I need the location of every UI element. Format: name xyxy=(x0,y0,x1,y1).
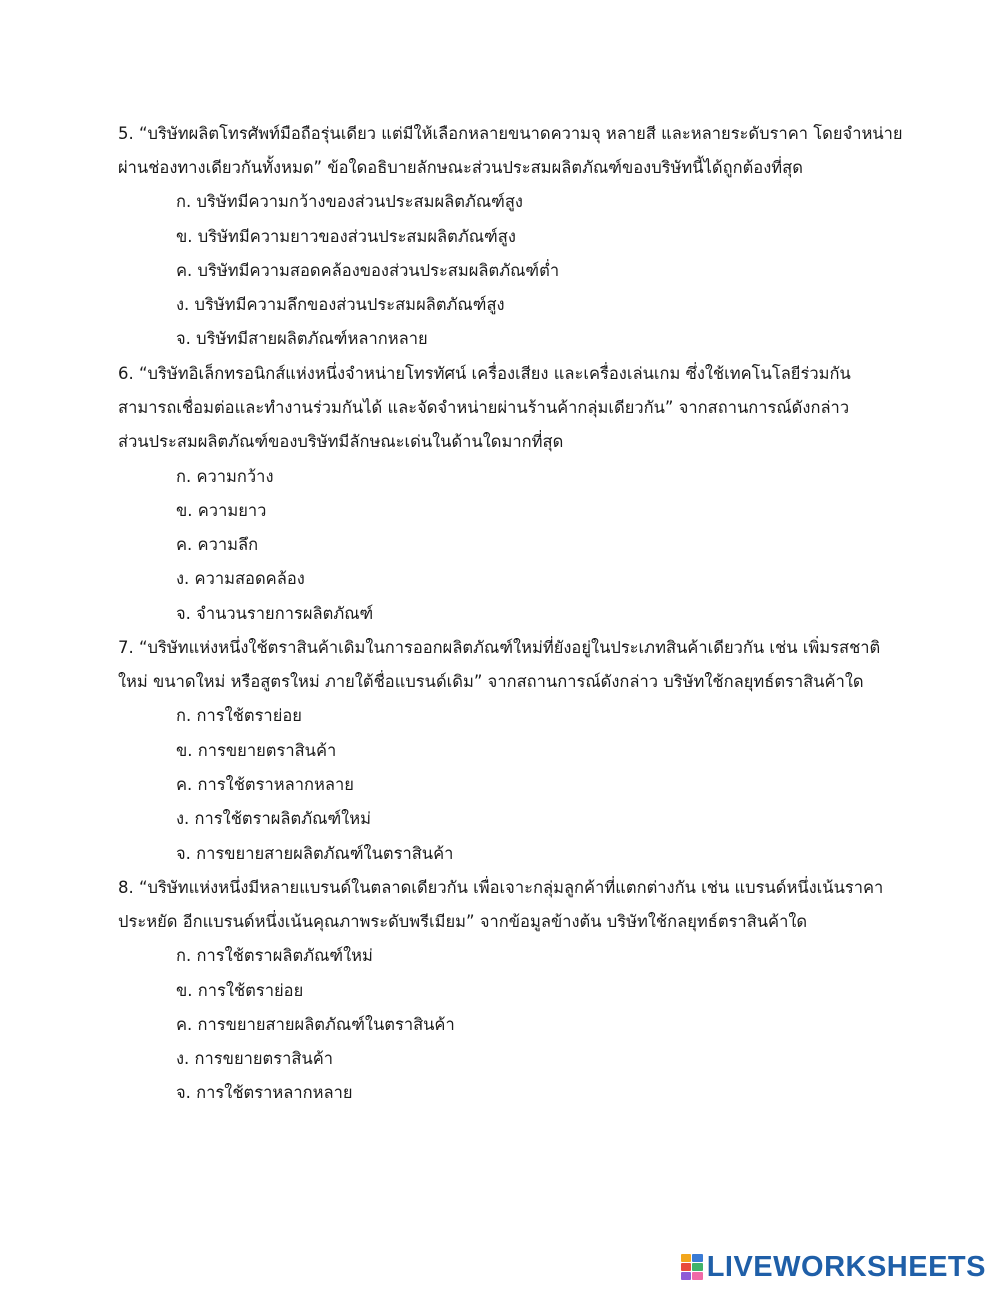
question-6-choice-c[interactable]: ค. ความลึก xyxy=(176,535,259,554)
question-6-line-3: ส่วนประสมผลิตภัณฑ์ของบริษัทมีลักษณะเด่นในด้านใดมากที่สุด xyxy=(118,432,564,451)
question-7-line-1: 7. “บริษัทแห่งหนึ่งใช้ตราสินค้าเดิมในการออกผลิตภัณฑ์ใหม่ที่ยังอยู่ในประเภทสินค้าเดียวกัน เช่น เพิ่มรสชาติ xyxy=(118,638,881,657)
question-8-choice-e[interactable]: จ. การใช้ตราหลากหลาย xyxy=(176,1083,353,1102)
question-8-line-2: ประหยัด อีกแบรนด์หนึ่งเน้นคุณภาพระดับพรีเมียม” จากข้อมูลข้างต้น บริษัทใช้กลยุทธ์ตราสินค้าใด xyxy=(118,912,808,931)
question-6-choice-e[interactable]: จ. จำนวนรายการผลิตภัณฑ์ xyxy=(176,604,374,623)
question-8-line-1: 8. “บริษัทแห่งหนึ่งมีหลายแบรนด์ในตลาดเดียวกัน เพื่อเจาะกลุ่มลูกค้าที่แตกต่างกัน เช่น แบรนด์หนึ่งเน้นราคา xyxy=(118,878,884,897)
brand-name: LIVEWORKSHEETS xyxy=(706,1251,986,1283)
question-7-choice-e[interactable]: จ. การขยายสายผลิตภัณฑ์ในตราสินค้า xyxy=(176,844,454,863)
question-5-choice-a[interactable]: ก. บริษัทมีความกว้างของส่วนประสมผลิตภัณฑ์สูง xyxy=(176,192,523,211)
question-5-choice-d[interactable]: ง. บริษัทมีความลึกของส่วนประสมผลิตภัณฑ์สูง xyxy=(176,295,505,314)
question-5-line-1: 5. “บริษัทผลิตโทรศัพท์มือถือรุ่นเดียว แต่มีให้เลือกหลายขนาดความจุ หลายสี และหลายระดับราคา โดยจำหน่าย xyxy=(118,124,903,143)
liveworksheets-mark-icon xyxy=(681,1254,703,1280)
question-5-choice-b[interactable]: ข. บริษัทมีความยาวของส่วนประสมผลิตภัณฑ์สูง xyxy=(176,227,516,246)
question-6-choice-b[interactable]: ข. ความยาว xyxy=(176,501,267,520)
mark-tile xyxy=(692,1254,703,1262)
question-6-line-1: 6. “บริษัทอิเล็กทรอนิกส์แห่งหนึ่งจำหน่ายโทรทัศน์ เครื่องเสียง และเครื่องเล่นเกม ซึ่งใช้เทคโนโลยีร่วมกัน xyxy=(118,364,851,383)
question-7-choice-d[interactable]: ง. การใช้ตราผลิตภัณฑ์ใหม่ xyxy=(176,809,371,828)
liveworksheets-logo xyxy=(681,1252,986,1282)
question-8-choice-d[interactable]: ง. การขยายตราสินค้า xyxy=(176,1049,334,1068)
question-7-choice-b[interactable]: ข. การขยายตราสินค้า xyxy=(176,741,337,760)
mark-tile xyxy=(692,1272,703,1280)
mark-tile xyxy=(681,1272,692,1280)
mark-tile xyxy=(681,1263,692,1271)
question-5-choice-c[interactable]: ค. บริษัทมีความสอดคล้องของส่วนประสมผลิตภัณฑ์ต่ำ xyxy=(176,261,560,280)
question-8-choice-a[interactable]: ก. การใช้ตราผลิตภัณฑ์ใหม่ xyxy=(176,946,373,965)
question-5-line-2: ผ่านช่องทางเดียวกันทั้งหมด” ข้อใดอธิบายลักษณะส่วนประสมผลิตภัณฑ์ของบริษัทนี้ได้ถูกต้องที่สุด xyxy=(118,158,803,177)
question-8-choice-b[interactable]: ข. การใช้ตราย่อย xyxy=(176,981,304,1000)
question-6-line-2: สามารถเชื่อมต่อและทำงานร่วมกันได้ และจัดจำหน่ายผ่านร้านค้ากลุ่มเดียวกัน” จากสถานการณ์ดังกล่าว xyxy=(118,398,850,417)
question-8-choice-c[interactable]: ค. การขยายสายผลิตภัณฑ์ในตราสินค้า xyxy=(176,1015,455,1034)
mark-tile xyxy=(692,1263,703,1271)
question-7-choice-c[interactable]: ค. การใช้ตราหลากหลาย xyxy=(176,775,354,794)
mark-tile xyxy=(681,1254,692,1262)
question-6-choice-a[interactable]: ก. ความกว้าง xyxy=(176,467,274,486)
question-7-line-2: ใหม่ ขนาดใหม่ หรือสูตรใหม่ ภายใต้ชื่อแบรนด์เดิม” จากสถานการณ์ดังกล่าว บริษัทใช้กลยุทธ์ตราสินค้าใด xyxy=(118,672,864,691)
question-5-choice-e[interactable]: จ. บริษัทมีสายผลิตภัณฑ์หลากหลาย xyxy=(176,329,428,348)
question-6-choice-d[interactable]: ง. ความสอดคล้อง xyxy=(176,569,305,588)
question-7-choice-a[interactable]: ก. การใช้ตราย่อย xyxy=(176,706,302,725)
